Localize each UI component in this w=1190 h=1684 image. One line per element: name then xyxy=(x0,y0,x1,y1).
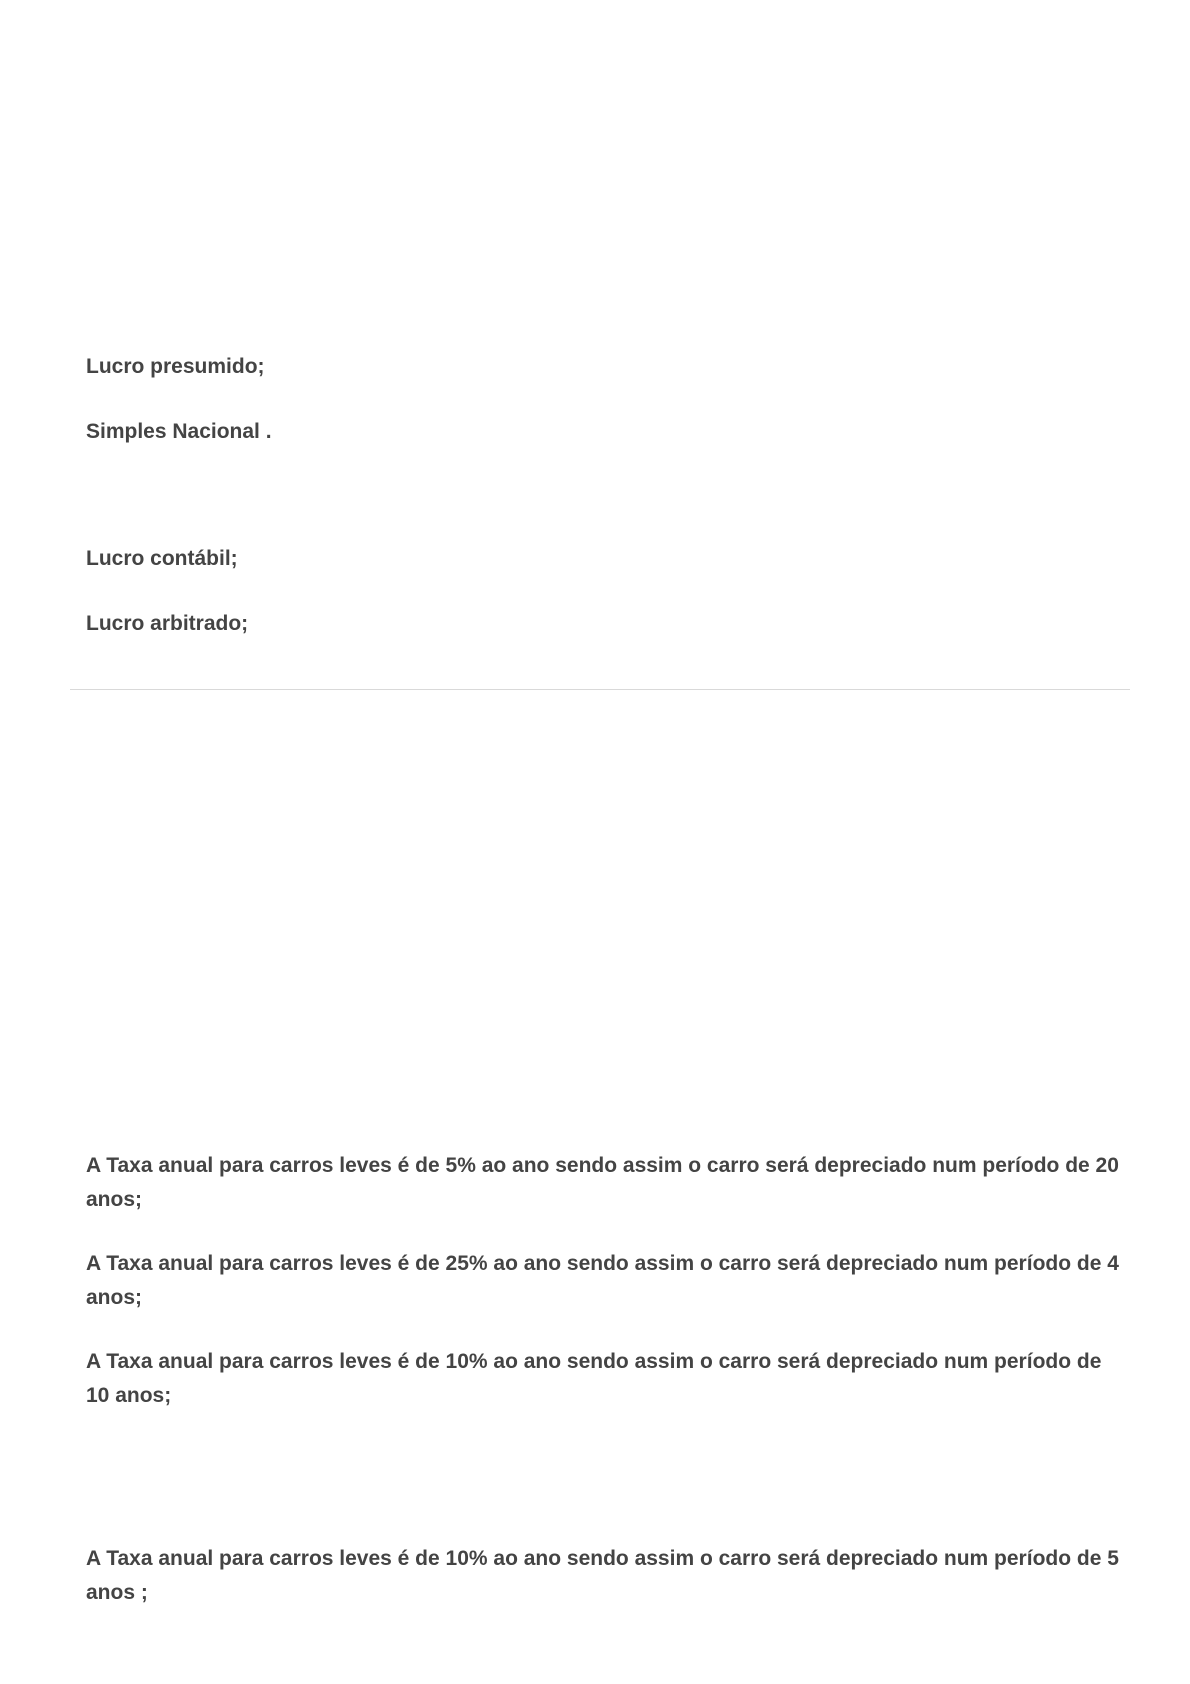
answer-option[interactable]: Simples Nacional . xyxy=(86,420,272,443)
answer-option[interactable]: Lucro contábil; xyxy=(86,547,238,570)
answer-option[interactable]: A Taxa anual para carros leves é de 10% ao ano sendo assim o carro será depreciado num período de 5 anos ; xyxy=(86,1547,1119,1604)
answer-option[interactable]: Lucro arbitrado; xyxy=(86,612,249,635)
answer-option[interactable]: Lucro presumido; xyxy=(86,355,265,378)
answer-option[interactable]: A Taxa anual para carros leves é de 25% ao ano sendo assim o carro será depreciado num período de 4 anos; xyxy=(86,1252,1119,1309)
section-divider xyxy=(70,689,1130,690)
answer-option[interactable]: A Taxa anual para carros leves é de 10% ao ano sendo assim o carro será depreciado num período de 10 anos; xyxy=(86,1350,1102,1407)
answer-option[interactable]: A Taxa anual para carros leves é de 5% ao ano sendo assim o carro será depreciado num período de 20 anos; xyxy=(86,1154,1119,1211)
